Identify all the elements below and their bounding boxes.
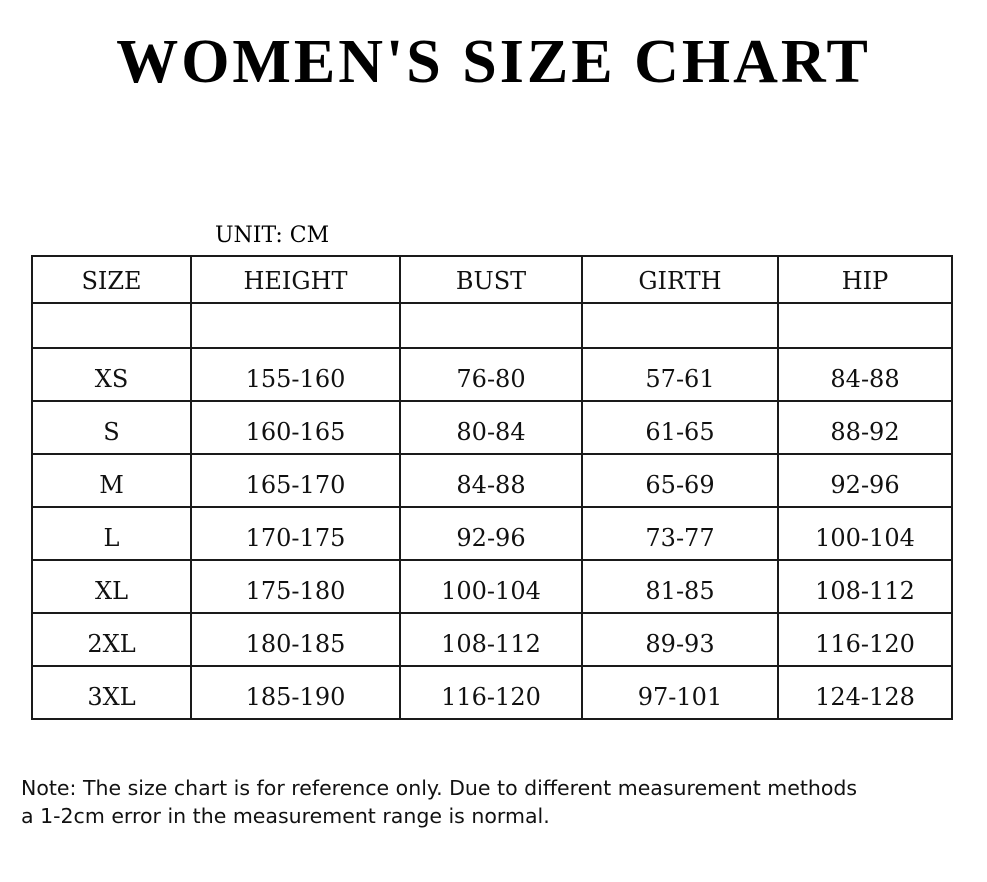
header-girth: GIRTH [582,256,778,303]
header-bust: BUST [400,256,582,303]
girth-cell: 97-101 [582,666,778,719]
girth-cell: 57-61 [582,348,778,401]
height-cell: 180-185 [191,613,400,666]
hip-cell: 100-104 [778,507,952,560]
bust-cell: 92-96 [400,507,582,560]
size-table [31,255,953,720]
bust-cell: 100-104 [400,560,582,613]
size-cell: XL [32,560,191,613]
bust-cell: 84-88 [400,454,582,507]
note-line-2: a 1-2cm error in the measurement range is normal. [21,804,550,828]
hip-cell: 116-120 [778,613,952,666]
height-cell: 170-175 [191,507,400,560]
note-line-1: Note: The size chart is for reference only. Due to different measurement methods [21,776,858,800]
table-header-row [32,256,952,303]
bust-cell: 76-80 [400,348,582,401]
size-cell: M [32,454,191,507]
table-cell [191,303,400,348]
header-hip: HIP [778,256,952,303]
size-cell: 3XL [32,666,191,719]
table-row [32,507,952,560]
table-row [32,454,952,507]
size-cell: XS [32,348,191,401]
unit-label: UNIT: CM [215,223,330,248]
girth-cell: 65-69 [582,454,778,507]
table-cell [778,303,952,348]
table-row [32,613,952,666]
girth-cell: 89-93 [582,613,778,666]
hip-cell: 124-128 [778,666,952,719]
table-row-empty [32,303,952,348]
height-cell: 185-190 [191,666,400,719]
hip-cell: 84-88 [778,348,952,401]
size-cell: L [32,507,191,560]
height-cell: 165-170 [191,454,400,507]
hip-cell: 92-96 [778,454,952,507]
header-size: SIZE [32,256,191,303]
table-row [32,348,952,401]
size-cell: 2XL [32,613,191,666]
bust-cell: 108-112 [400,613,582,666]
girth-cell: 73-77 [582,507,778,560]
page-title: WOMEN'S SIZE CHART [116,28,871,96]
girth-cell: 61-65 [582,401,778,454]
height-cell: 175-180 [191,560,400,613]
girth-cell: 81-85 [582,560,778,613]
hip-cell: 88-92 [778,401,952,454]
bust-cell: 80-84 [400,401,582,454]
table-row [32,560,952,613]
table-row [32,401,952,454]
header-height: HEIGHT [191,256,400,303]
size-cell: S [32,401,191,454]
table-row [32,666,952,719]
table-cell [582,303,778,348]
reference-note [21,774,981,830]
height-cell: 155-160 [191,348,400,401]
bust-cell: 116-120 [400,666,582,719]
table-cell [400,303,582,348]
height-cell: 160-165 [191,401,400,454]
table-cell [32,303,191,348]
hip-cell: 108-112 [778,560,952,613]
